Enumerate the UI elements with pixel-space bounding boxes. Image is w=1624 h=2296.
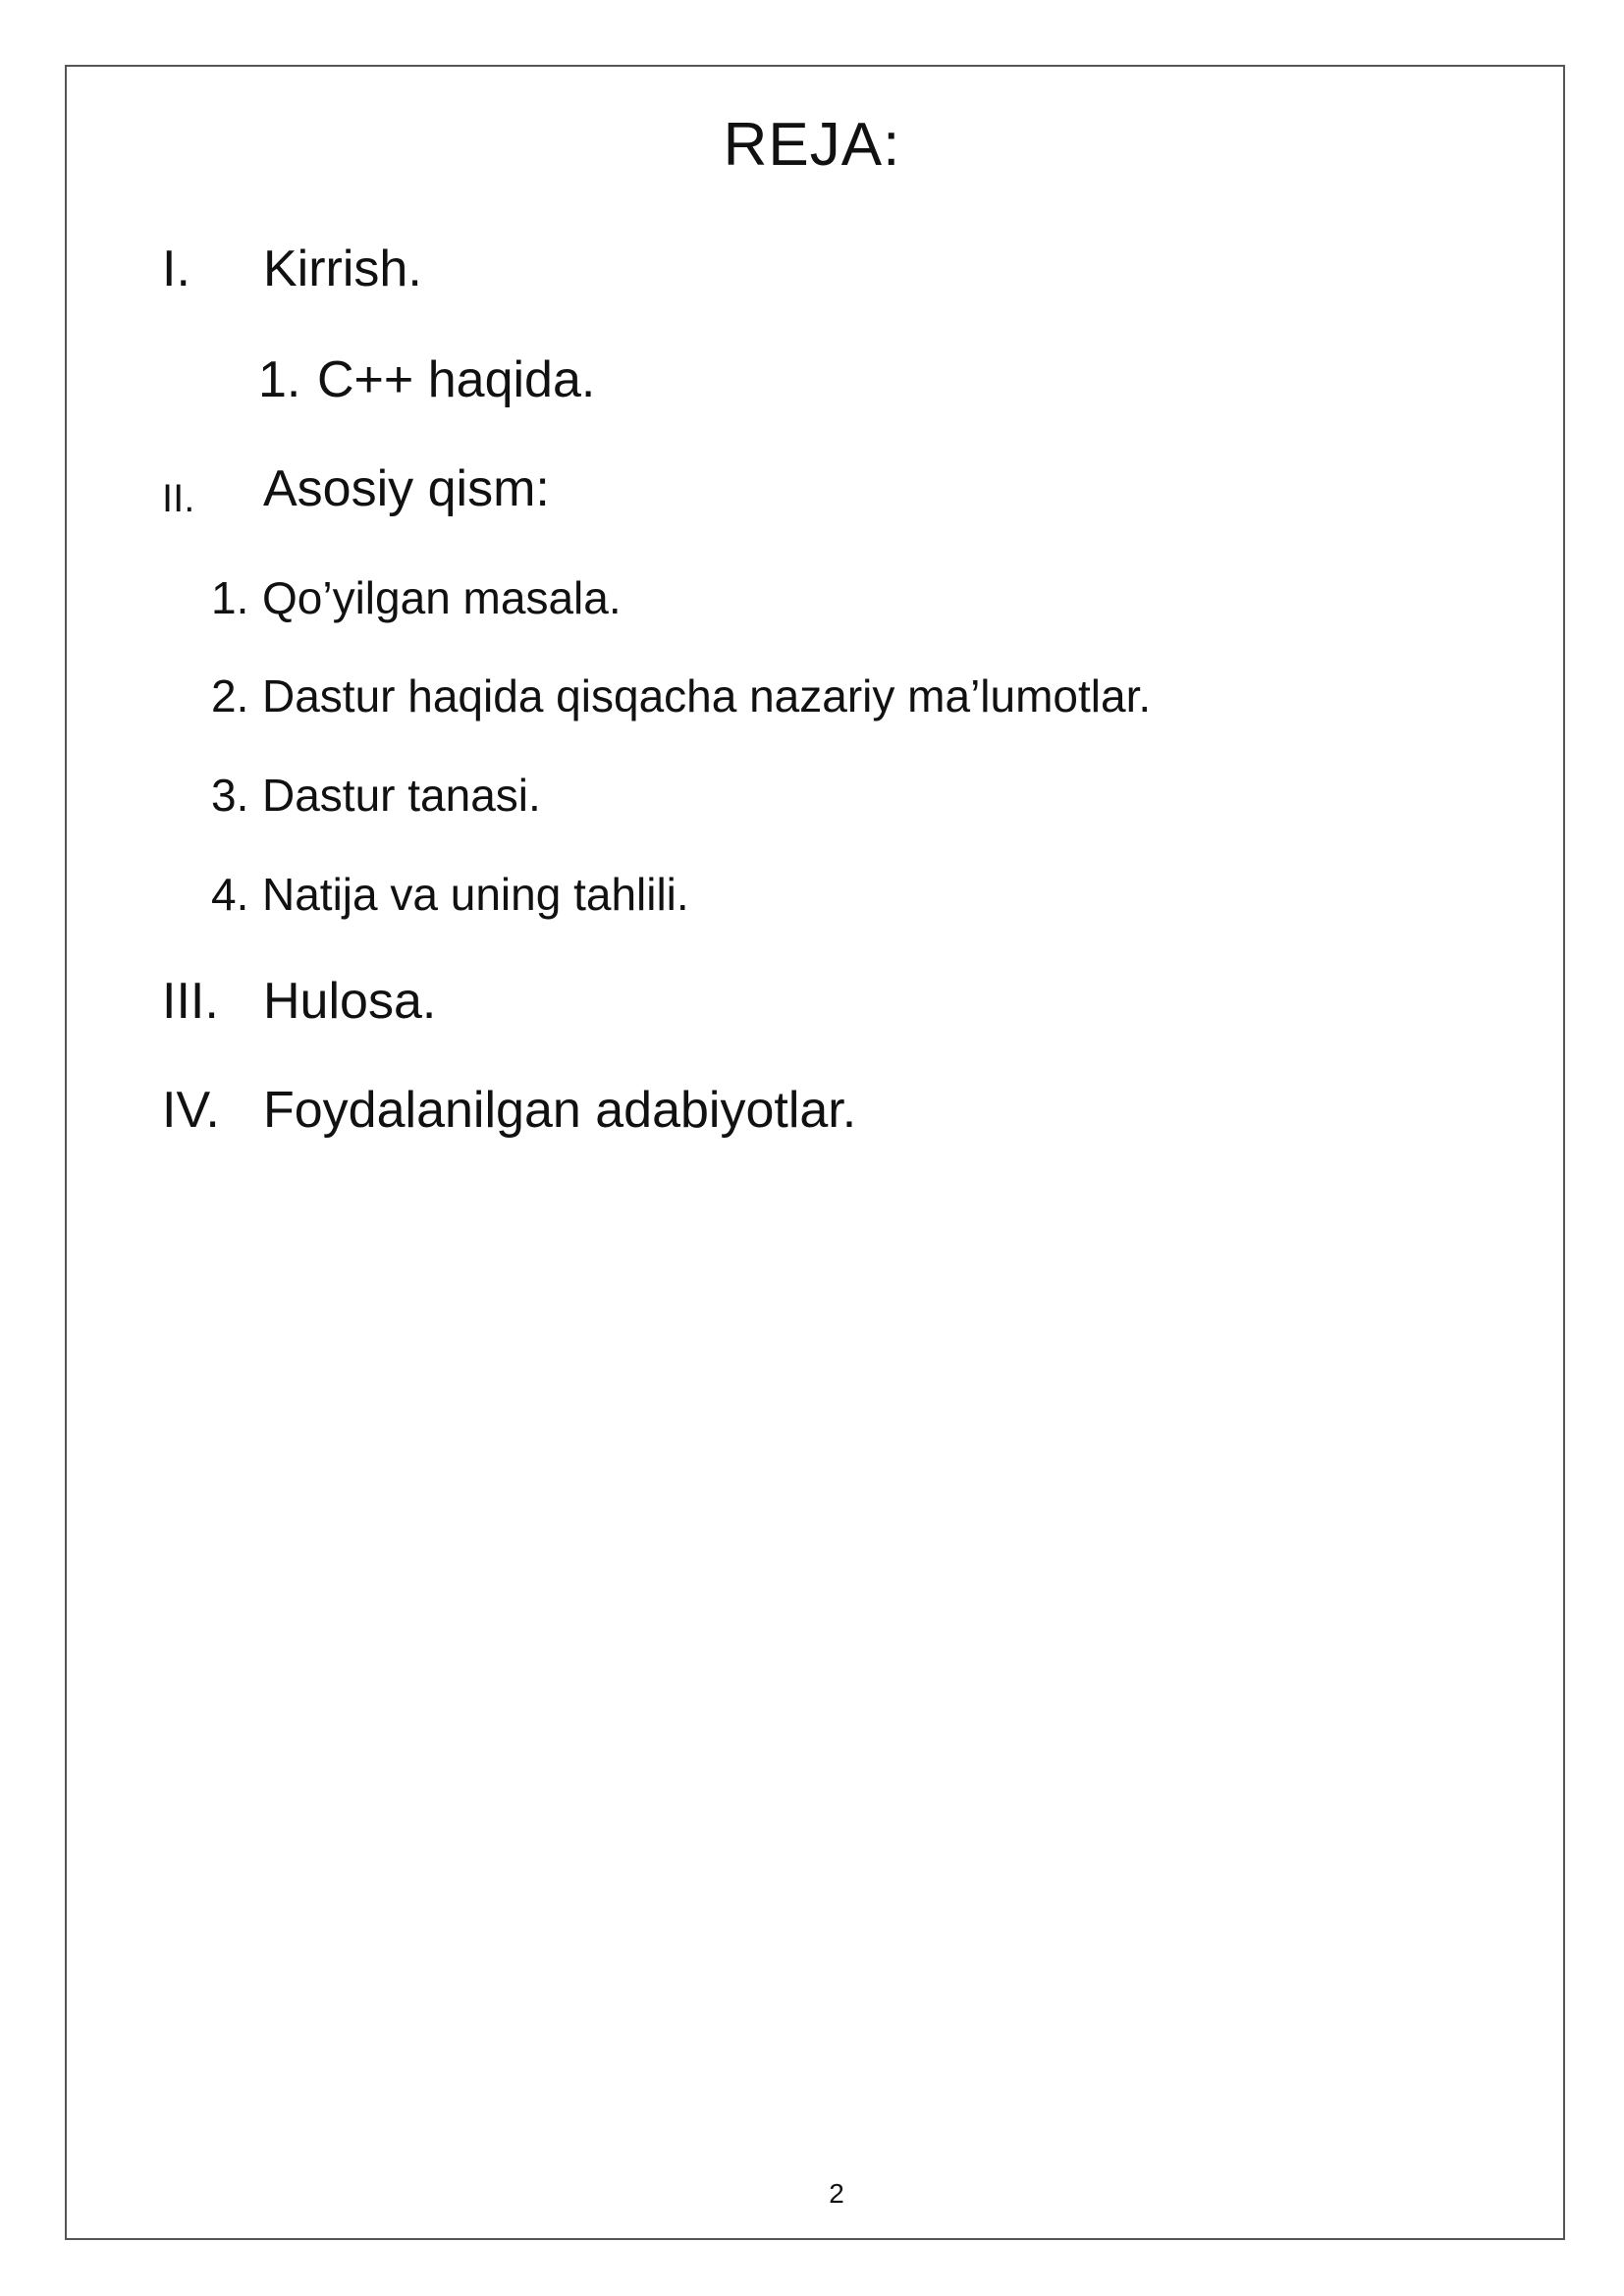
outline-text: Qo’yilgan masala.: [262, 572, 622, 623]
outline-text: Hulosa.: [263, 973, 437, 1030]
outline-text: Foydalanilgan adabiyotlar.: [263, 1082, 857, 1139]
outline-text: C++ haqida.: [317, 351, 596, 408]
outline-marker: 2.: [211, 670, 249, 721]
outline-marker: 1.: [258, 351, 301, 408]
outline-text: Asosiy qism:: [263, 460, 550, 517]
outline-marker: III.: [162, 973, 219, 1030]
page-title: REJA:: [723, 111, 901, 179]
outline-text: Kirrish.: [263, 240, 422, 297]
outline-text: Natija va uning tahlili.: [262, 869, 689, 920]
outline-marker: II.: [162, 477, 195, 520]
outline-marker: 1.: [211, 572, 249, 623]
outline-marker: I.: [162, 240, 190, 297]
outline-text: Dastur haqida qisqacha nazariy ma’lumotlar.: [262, 670, 1152, 721]
outline-marker: 3.: [211, 770, 249, 821]
outline-text: Dastur tanasi.: [262, 770, 541, 821]
page-number: 2: [829, 2178, 844, 2209]
outline-marker: 4.: [211, 869, 249, 920]
outline-marker: IV.: [162, 1082, 220, 1139]
